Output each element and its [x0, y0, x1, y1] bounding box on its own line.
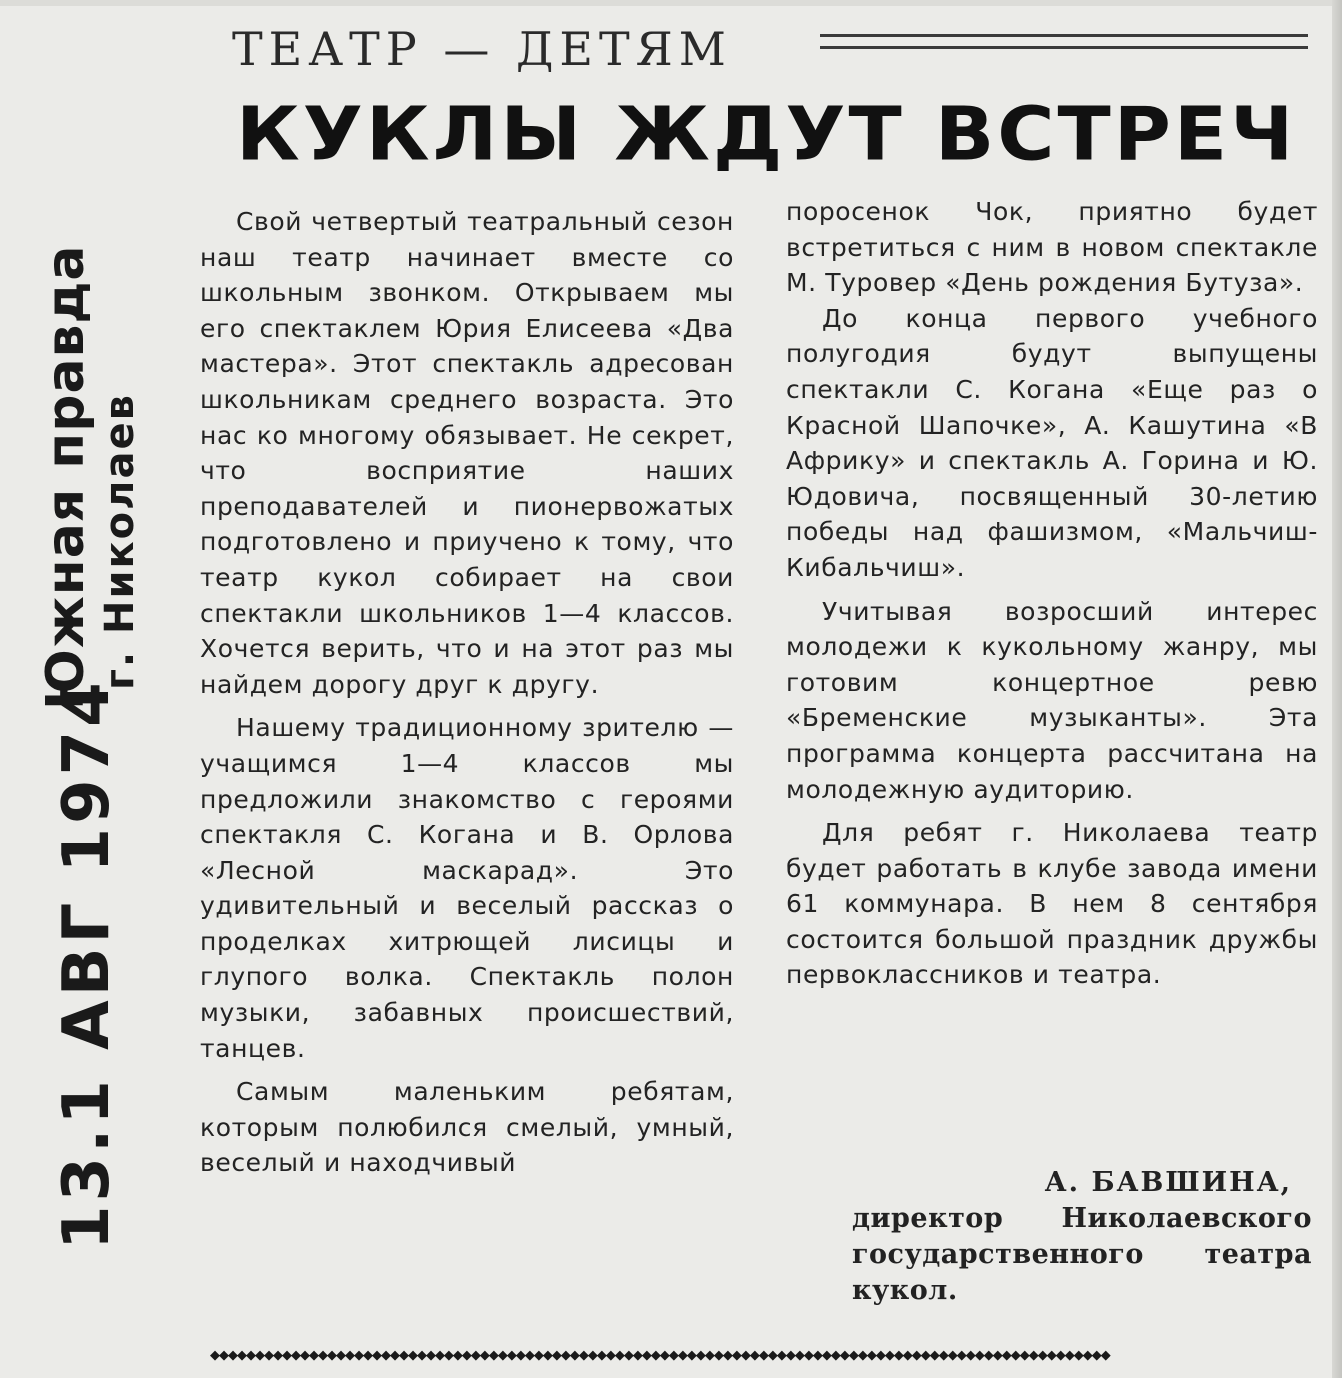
stamp-date: 13.1 АВГ 1974	[50, 678, 124, 1250]
article-paragraph: Учитывая возросший интерес молодежи к кукольному жанру, мы готовим концертное ревю «Бременские музыканты». Эта программа концерта рассчитана на молодежную аудиторию.	[786, 596, 1318, 804]
article-headline: КУКЛЫ ЖДУТ ВСТРЕЧ	[236, 92, 1297, 178]
rule-line	[820, 34, 1308, 37]
article-paragraph: Нашему традиционному зрителю — учащимся 1—4 классов мы предложили знакомство с героями спектакля С. Когана и В. Орлова «Лесной маскарад». Это удивительный и веселый рассказ о проделках хитрющей лисицы и глупого волка. Спектакль полон музыки, забавных происшествий, танцев.	[200, 713, 734, 1063]
rule-line	[820, 46, 1308, 49]
signature-author: А. БАВШИНА,	[1044, 1167, 1292, 1198]
right-edge	[1332, 0, 1342, 1378]
bottom-ornament-border: ◆◆◆◆◆◆◆◆◆◆◆◆◆◆◆◆◆◆◆◆◆◆◆◆◆◆◆◆◆◆◆◆◆◆◆◆◆◆◆◆◆◆◆◆◆◆◆◆◆◆◆◆◆◆◆◆◆◆◆◆◆◆◆◆◆◆◆◆◆◆◆◆◆◆◆◆◆◆◆◆◆◆◆◆◆◆◆◆◆◆◆◆◆◆◆◆◆◆◆◆	[210, 1348, 1110, 1363]
article-left-column	[200, 204, 734, 1181]
top-edge	[0, 0, 1342, 6]
article-paragraph: Самым маленьким ребятам, которым полюбился смелый, умный, веселый и находчивый	[200, 1077, 734, 1178]
article-paragraph: До конца первого учебного полугодия будут выпущены спектакли С. Когана «Еще раз о Красной Шапочке», А. Кашутина «В Африку» и спектакль А. Горина и Ю. Юдовича, посвященный 30-летию победы над фашизмом, «Мальчиш-Кибальчиш».	[786, 303, 1318, 582]
article-right-column	[786, 194, 1318, 993]
article-paragraph: Свой четвертый театральный сезон наш театр начинает вместе со школьным звонком. Открываем мы его спектаклем Юрия Елисеева «Два мастера». Этот спектакль адресован школьникам среднего возраста. Это нас ко многому обязывает. Не секрет, что восприятие наших преподавателей и пионервожатых подготовлено и приучено к тому, что театр кукол собирает на свои спектакли школьников 1—4 классов. Хочется верить, что и на этот раз мы найдем дорогу друг к другу.	[200, 207, 734, 699]
rubric-rule-lines	[820, 34, 1308, 64]
article-paragraph: поросенок Чок, приятно будет встретиться с ним в новом спектакле М. Туровер «День рождения Бутуза».	[786, 197, 1318, 298]
signature-block	[852, 1165, 1312, 1309]
source-stamp	[36, 244, 156, 710]
signature-role: директор Николаевского государственного театра кукол.	[852, 1203, 1312, 1306]
rubric-title: ТЕАТР — ДЕТЯМ	[232, 22, 732, 76]
stamp-newspaper-name: Южная правда	[36, 244, 96, 710]
article-paragraph: Для ребят г. Николаева театр будет работать в клубе завода имени 61 коммунара. В нем 8 сентября состоится большой праздник дружбы первоклассников и театра.	[786, 818, 1318, 990]
stamp-city: г. Николаев	[97, 393, 143, 690]
